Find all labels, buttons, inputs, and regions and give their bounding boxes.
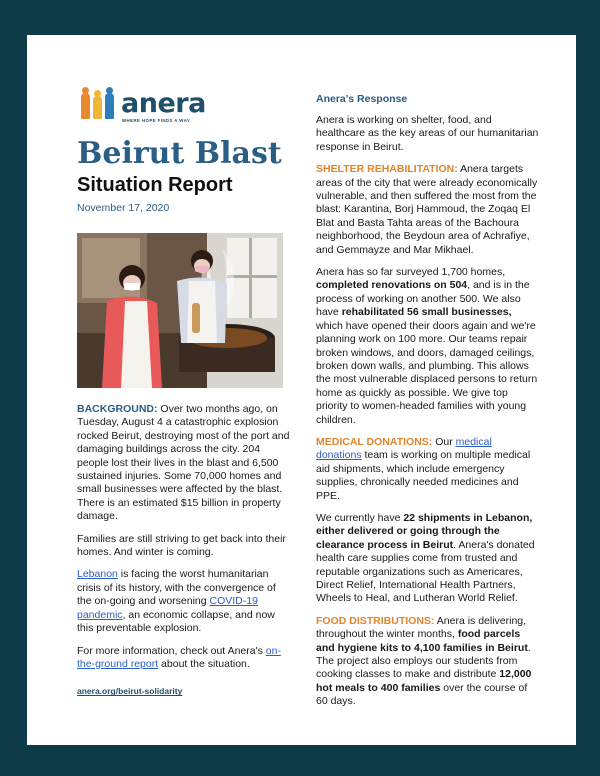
covid-link[interactable]: COVID-19 pandemic bbox=[77, 595, 258, 621]
lebanon-link[interactable]: Lebanon bbox=[77, 568, 118, 581]
page-subtitle: Situation Report bbox=[77, 174, 233, 196]
shelter-label: SHELTER REHABILITATION: bbox=[316, 163, 458, 176]
logo-figure-orange bbox=[81, 93, 90, 119]
shelter-paragraph bbox=[316, 163, 539, 257]
background-paragraph bbox=[77, 403, 291, 524]
surveyed-text-2: , and is in the process of working on another 500. We also have bbox=[316, 279, 530, 319]
background-label: BACKGROUND: bbox=[77, 403, 158, 415]
medical-text-1: Our bbox=[432, 435, 456, 448]
logo-figure-blue bbox=[105, 93, 114, 119]
shelter-text: Anera targets areas of the city that were already economically vulnerable, and then suffered the most from the blast: Karantina, Borj Hammoud, the Zoqaq El Blat and Basta Tahta areas of the Bachoura neighborhood, the Beydoun area of Achrafiye, and Gemmayze and Mar Mikhael. bbox=[316, 163, 538, 256]
surveyed-paragraph bbox=[316, 266, 539, 427]
food-label: FOOD DISTRIBUTIONS: bbox=[316, 614, 435, 627]
page-title: Beirut Blast bbox=[77, 136, 282, 171]
photo-illustration bbox=[77, 233, 283, 388]
kitchen-photo bbox=[77, 233, 283, 388]
crisis-text-2: , an economic collapse, and now this preventable explosion. bbox=[77, 608, 275, 635]
shipments-text-1: We currently have bbox=[316, 511, 404, 524]
response-heading: Anera's Response bbox=[316, 93, 408, 105]
food-bold-2: 12,000 hot meals to 400 families bbox=[316, 668, 532, 694]
food-text-2: . The project also employs our students from cooking classes to make and distribute bbox=[316, 641, 531, 681]
beirut-solidarity-link[interactable]: anera.org/beirut-solidarity bbox=[77, 686, 183, 697]
report-page bbox=[27, 35, 576, 745]
crisis-text-1: is facing the worst humanitarian crisis of its history, with the convergence of the on-going and worsening bbox=[77, 568, 276, 608]
surveyed-bold-1: completed renovations on 504 bbox=[316, 279, 468, 292]
surveyed-text-1: Anera has so far surveyed 1,700 homes, bbox=[316, 266, 506, 279]
more-info-text: For more information, check out Anera's bbox=[77, 644, 266, 657]
shipments-paragraph bbox=[316, 512, 539, 606]
more-info-paragraph bbox=[77, 645, 291, 672]
food-bold-1: food parcels and hygiene kits to 4,100 families in Beirut bbox=[316, 628, 528, 654]
shipments-bold: 22 shipments in Lebanon, either delivered or going through the clearance process in Beirut bbox=[316, 511, 533, 551]
medical-paragraph bbox=[316, 436, 539, 503]
more-info-text-2: about the situation. bbox=[158, 657, 250, 670]
surveyed-text-3: which have opened their doors again and we're planning work on 100 more. Our teams repair broken windows, and doors, damaged ceilings, broken down walls, and plumbing. This allows the most vulnerable displaced persons to return home as quickly as possible. We give top priority to women-headed families with young children. bbox=[316, 319, 538, 426]
families-paragraph: Families are still striving to get back into their homes. And winter is coming. bbox=[77, 532, 286, 559]
medical-label: MEDICAL DONATIONS: bbox=[316, 435, 433, 448]
food-paragraph bbox=[316, 615, 539, 709]
surveyed-bold-2: rehabilitated 56 small businesses, bbox=[341, 306, 512, 319]
on-the-ground-report-link[interactable]: on-the-ground report bbox=[77, 644, 281, 670]
right-column bbox=[316, 93, 539, 718]
logo-tagline: WHERE HOPE FINDS A WAY bbox=[122, 118, 191, 123]
response-intro: Anera is working on shelter, food, and healthcare as the key areas of our humanitarian response in Beirut. bbox=[316, 114, 539, 153]
food-text-1: Anera is delivering, throughout the winter months, bbox=[316, 614, 527, 641]
report-date: November 17, 2020 bbox=[77, 202, 170, 214]
anera-logo[interactable] bbox=[81, 85, 291, 125]
food-text-3: over the course of 60 days. bbox=[316, 681, 528, 708]
medical-text-2: team is working on multiple medical aid shipments, which include emergency supplies, chronically needed medicines and PPE. bbox=[316, 449, 531, 502]
medical-donations-link[interactable]: medical donations bbox=[316, 435, 492, 462]
shipments-text-2: . Anera's donated health care supplies come from trusted and reputable organizations such as Americares, Direct Relief, International Health Partners, Wheels to Heal, and Lutheran World Relief. bbox=[316, 538, 535, 605]
background-text: Over two months ago, on Tuesday, August 4 a catastrophic explosion rocked Beirut, destroying most of the port and damaging buildings across the city. 204 people lost their lives in the blast and 6,500 sustained injuries. Some 70,000 homes and small businesses were affected by the blast. There is an estimated $15 billion in property damage. bbox=[77, 403, 290, 523]
logo-figure-yellow bbox=[93, 96, 102, 119]
crisis-paragraph bbox=[77, 568, 291, 635]
left-column bbox=[77, 85, 291, 699]
logo-wordmark: anera bbox=[121, 88, 206, 119]
